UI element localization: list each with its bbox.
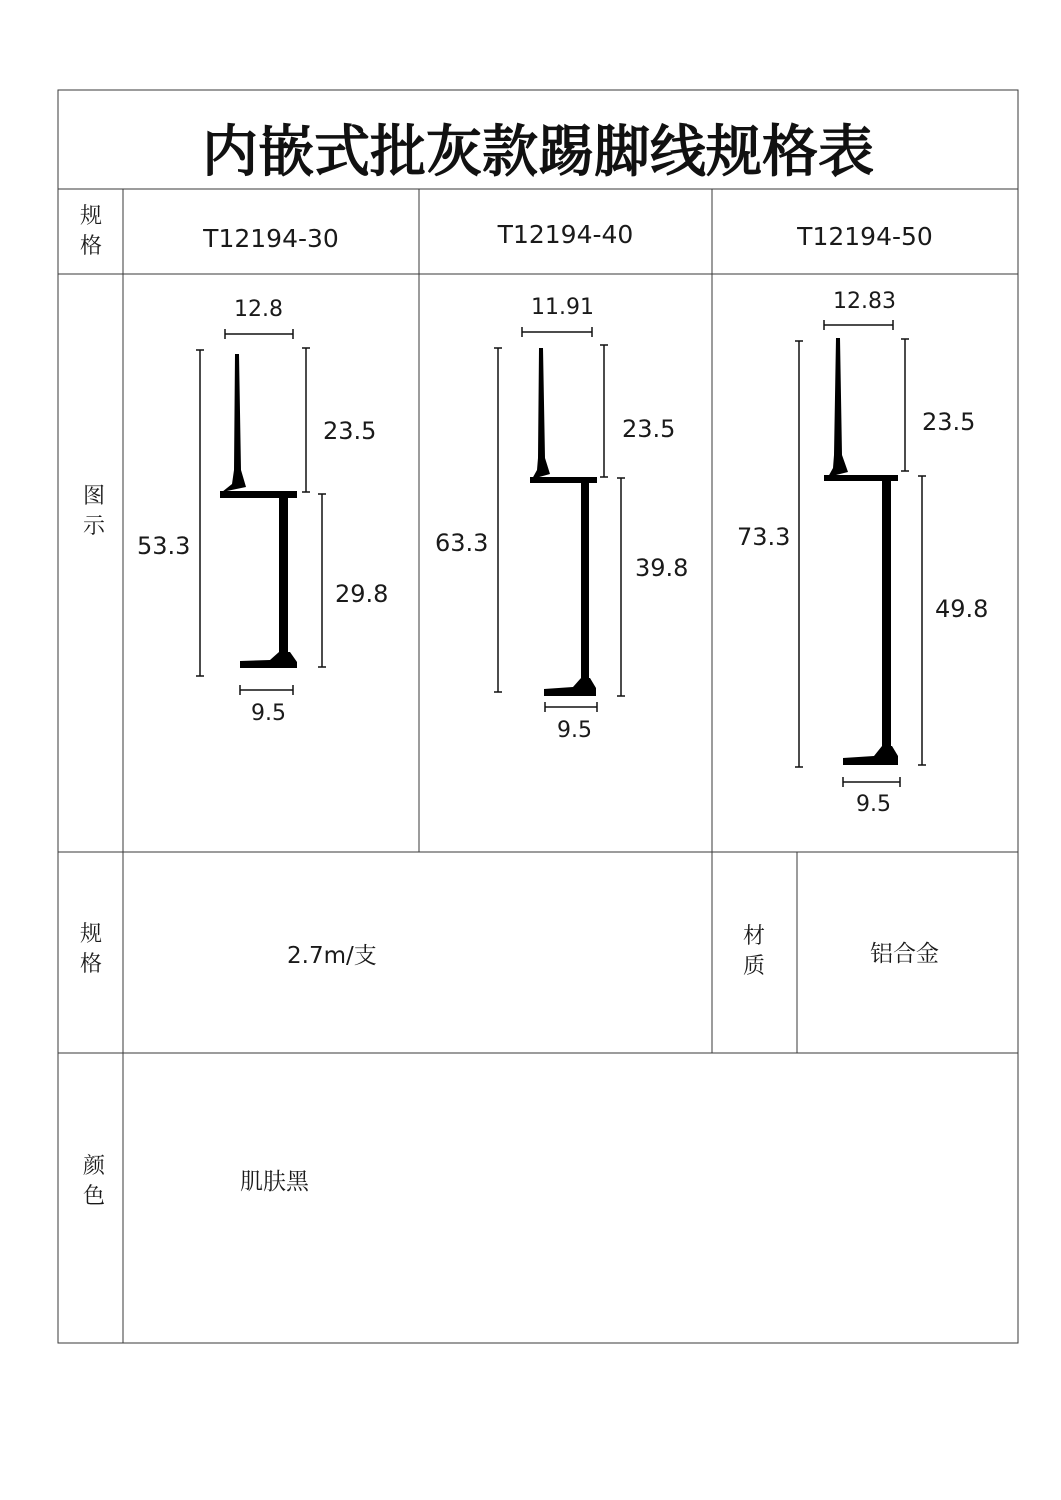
dim-top-width-2: 11.91 <box>531 295 594 320</box>
dim-lower-height-2: 39.8 <box>635 554 689 582</box>
profile-shape-1 <box>220 354 297 668</box>
length-row-label-text: 规 格 <box>79 922 102 977</box>
dim-upper-height-1: 23.5 <box>323 417 377 445</box>
material-value: 铝合金 <box>870 941 939 967</box>
dim-base-width-2: 9.5 <box>557 718 592 743</box>
dim-top-width-1: 12.8 <box>234 297 283 322</box>
profile-shape-2 <box>530 348 597 696</box>
spec-row-label-text: 规 格 <box>79 204 102 259</box>
color-value: 肌肤黑 <box>240 1169 309 1195</box>
material-label-text: 材 质 <box>742 924 765 979</box>
dimension-lines-2 <box>494 327 625 712</box>
model-code-1: T12194-30 <box>203 224 339 253</box>
color-row-label-text: 颜 色 <box>82 1154 105 1209</box>
dim-upper-height-3: 23.5 <box>922 408 976 436</box>
diagram-row-label-text: 图 示 <box>82 484 105 539</box>
length-value: 2.7m/支 <box>287 943 377 969</box>
dimension-lines-3 <box>795 320 926 787</box>
dim-base-width-1: 9.5 <box>251 701 286 726</box>
dim-top-width-3: 12.83 <box>833 289 896 314</box>
model-code-3: T12194-50 <box>797 222 933 251</box>
dim-total-height-1: 53.3 <box>137 532 191 560</box>
dim-total-height-2: 63.3 <box>435 529 489 557</box>
dim-lower-height-3: 49.8 <box>935 595 989 623</box>
dim-upper-height-2: 23.5 <box>622 415 676 443</box>
page-title: 内嵌式批灰款踢脚线规格表 <box>202 120 874 185</box>
profile-shape-3 <box>824 338 898 765</box>
dim-total-height-3: 73.3 <box>737 523 791 551</box>
model-code-2: T12194-40 <box>497 220 634 249</box>
dim-lower-height-1: 29.8 <box>335 580 389 608</box>
dim-base-width-3: 9.5 <box>856 792 891 817</box>
dimension-lines-1 <box>196 329 326 695</box>
